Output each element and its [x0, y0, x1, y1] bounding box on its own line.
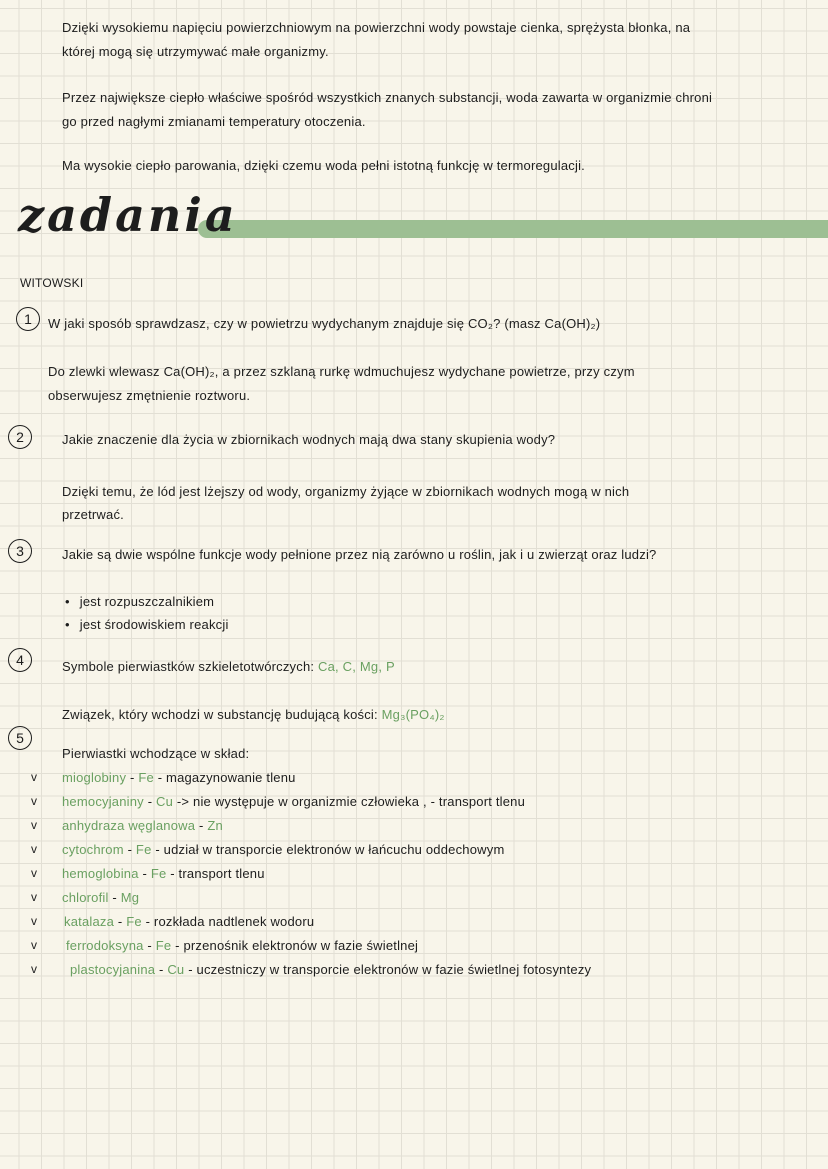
task-2-answer: Dzięki temu, że lód jest lżejszy od wody, organizmy żyjące w zbiornikach wodnych mogą w nich — [62, 484, 630, 499]
check-mark: v — [31, 962, 37, 976]
list-item: hemocyjaniny - Cu -> nie występuje w organizmie człowieka , - transport tlenu — [62, 794, 526, 809]
value: Mg₃(PO₄)₂ — [381, 707, 445, 722]
list-item: plastocyjanina - Cu - uczestniczy w transporcie elektronów w fazie świetlnej fotosyntezy — [70, 962, 592, 977]
task-1-answer: obserwujesz zmętnienie roztworu. — [48, 388, 251, 403]
list-item: hemoglobina - Fe - transport tlenu — [62, 866, 265, 881]
protein-name: mioglobiny — [62, 770, 127, 785]
protein-name: cytochrom — [62, 842, 124, 857]
intro-line: Dzięki wysokiemu napięciu powierzchniowym na powierzchni wody powstaje cienka, sprężysta błonka, na — [62, 20, 691, 35]
check-mark: v — [31, 914, 37, 928]
section-heading: zadania — [18, 188, 238, 242]
label: Związek, który wchodzi w substancję budującą kości: — [62, 707, 378, 722]
task-5-title: Pierwiastki wchodzące w skład: — [62, 746, 250, 761]
protein-name: katalaza — [64, 914, 115, 929]
protein-name: chlorofil — [62, 890, 109, 905]
function-desc: - udział w transporcie elektronów w łańcuchu oddechowym — [155, 842, 505, 857]
task-2-question: Jakie znaczenie dla życia w zbiornikach wodnych mają dwa stany skupienia wody? — [62, 432, 556, 447]
check-mark: v — [31, 818, 37, 832]
protein-name: hemoglobina — [62, 866, 139, 881]
element-symbol: Cu — [167, 962, 185, 977]
intro-line: Przez największe ciepło właściwe spośród wszystkich znanych substancji, woda zawarta w organizmie chroni — [62, 90, 713, 105]
intro-line: której mogą się utrzymywać małe organizmy. — [62, 44, 329, 59]
list-item: mioglobiny - Fe - magazynowanie tlenu — [62, 770, 296, 785]
list-item: anhydraza węglanowa - Zn — [62, 818, 223, 833]
check-mark: v — [31, 866, 37, 880]
heading-accent-bar — [198, 220, 828, 238]
task-4-line-2 — [62, 707, 445, 722]
task-3-question: Jakie są dwie wspólne funkcje wody pełnione przez nią zarówno u roślin, jak i u zwierząt oraz ludzi? — [62, 547, 657, 562]
task-2-answer: przetrwać. — [62, 507, 124, 522]
label: Symbole pierwiastków szkieletotwórczych: — [62, 659, 315, 674]
list-item: cytochrom - Fe - udział w transporcie elektronów w łańcuchu oddechowym — [62, 842, 505, 857]
function-desc: - przenośnik elektronów w fazie świetlnej — [175, 938, 419, 953]
function-desc: -> nie występuje w organizmie człowieka , - transport tlenu — [176, 794, 526, 809]
element-symbol: Fe — [135, 842, 152, 857]
task-number-4: 4 — [8, 648, 32, 672]
task-4-line-1 — [62, 659, 395, 674]
protein-name: hemocyjaniny — [62, 794, 144, 809]
function-desc: - magazynowanie tlenu — [157, 770, 296, 785]
task-3-bullet: • jest środowiskiem reakcji — [65, 617, 229, 632]
author-label: WITOWSKI — [20, 276, 84, 290]
element-symbol: Fe — [138, 770, 154, 785]
element-symbol: Fe — [155, 938, 172, 953]
intro-line: go przed nagłymi zmianami temperatury otoczenia. — [62, 114, 366, 129]
task-number-1: 1 — [16, 307, 40, 331]
check-mark: v — [31, 938, 37, 952]
function-desc: - uczestniczy w transporcie elektronów w fazie świetlnej fotosyntezy — [188, 962, 592, 977]
list-item: chlorofil - Mg — [62, 890, 140, 905]
protein-name: anhydraza węglanowa — [62, 818, 196, 833]
task-number-5: 5 — [8, 726, 32, 750]
element-symbol: Cu — [156, 794, 174, 809]
check-mark: v — [31, 842, 37, 856]
value: Ca, C, Mg, P — [318, 659, 395, 674]
function-desc: - rozkłada nadtlenek wodoru — [145, 914, 315, 929]
task-1-answer: Do zlewki wlewasz Ca(OH)₂, a przez szklaną rurkę wdmuchujesz wydychane powietrze, przy czym — [48, 364, 635, 379]
element-symbol: Zn — [207, 818, 223, 833]
protein-name: plastocyjanina — [70, 962, 156, 977]
task-1-question: W jaki sposób sprawdzasz, czy w powietrzu wydychanym znajduje się CO₂? (masz Ca(OH)₂) — [48, 316, 601, 331]
task-number-3: 3 — [8, 539, 32, 563]
element-symbol: Mg — [120, 890, 140, 905]
protein-name: ferrodoksyna — [66, 938, 144, 953]
check-mark: v — [31, 770, 37, 784]
intro-line: Ma wysokie ciepło parowania, dzięki czemu woda pełni istotną funkcję w termoregulacji. — [62, 158, 585, 173]
check-mark: v — [31, 890, 37, 904]
task-3-bullet: • jest rozpuszczalnikiem — [65, 594, 214, 609]
task-number-2: 2 — [8, 425, 32, 449]
list-item: ferrodoksyna - Fe - przenośnik elektronów w fazie świetlnej — [66, 938, 419, 953]
element-symbol: Fe — [126, 914, 142, 929]
check-mark: v — [31, 794, 37, 808]
list-item: katalaza - Fe - rozkłada nadtlenek wodoru — [64, 914, 315, 929]
element-symbol: Fe — [150, 866, 167, 881]
function-desc: - transport tlenu — [170, 866, 265, 881]
